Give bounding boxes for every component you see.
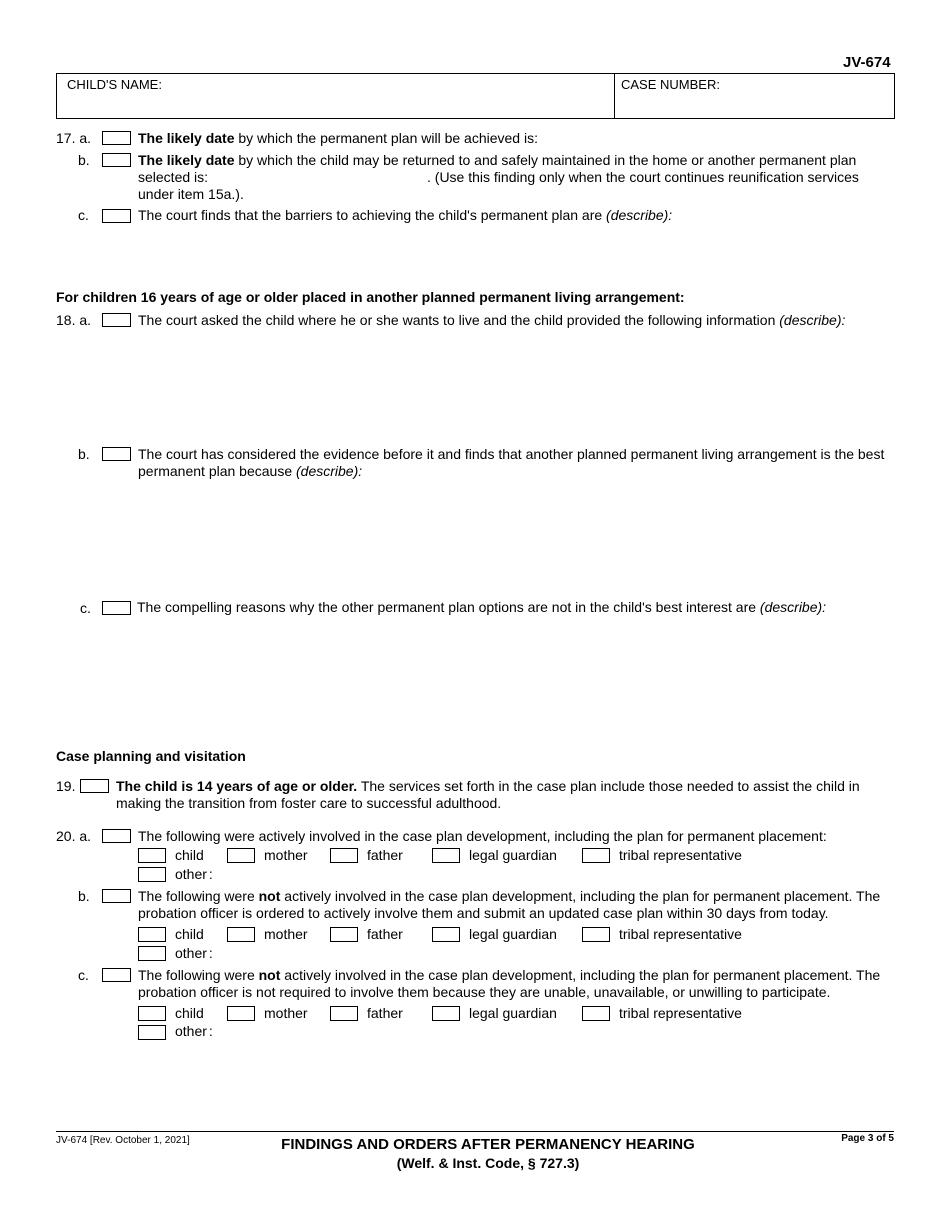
- item-17b-line1-rest: by which the child may be returned to and safely maintained in the home or another permanent plan: [234, 152, 857, 168]
- item-20b-not: not: [258, 888, 281, 904]
- item-20c-tribal-rep-checkbox[interactable]: [582, 1006, 610, 1021]
- item-20b-checkbox[interactable]: [102, 889, 131, 903]
- item-20b-mother-checkbox[interactable]: [227, 927, 255, 942]
- item-19-line1-rest: The services set forth in the case plan include those needed to assist the child in: [357, 778, 860, 794]
- item-20a-legal-guardian-label: legal guardian: [469, 847, 557, 863]
- item-17a-text: [138, 130, 538, 147]
- item-20a-other-text: other: [175, 866, 207, 882]
- item-18a-rest: The court asked the child where he or she wants to live and the child provided the following information: [138, 312, 780, 328]
- item-20b-other-text: other: [175, 945, 207, 961]
- item-19-bold: The child is 14 years of age or older.: [116, 778, 358, 794]
- item-20a-tribal-rep-checkbox[interactable]: [582, 848, 610, 863]
- item-20b-father-checkbox[interactable]: [330, 927, 358, 942]
- item-20c-mother-checkbox[interactable]: [227, 1006, 255, 1021]
- item-20b-legal-guardian-label: legal guardian: [469, 926, 557, 942]
- item-18b-line1: The court has considered the evidence before it and finds that another planned permanent living arrangement is the best: [138, 446, 885, 462]
- item-17b-checkbox[interactable]: [102, 153, 131, 167]
- item-20-number: 20. a.: [56, 828, 92, 844]
- item-17c-text: [138, 207, 672, 224]
- item-18b-describe: (describe):: [296, 463, 363, 479]
- item-20b-legal-guardian-checkbox[interactable]: [432, 927, 460, 942]
- item-20c-child-label: child: [175, 1005, 204, 1021]
- item-20c-line2: probation officer is not required to involve them because they are unable, unavailable, or unwilling to participate.: [138, 984, 831, 1000]
- item-20c-not: not: [258, 967, 281, 983]
- item-20c-other-colon: :: [208, 1023, 213, 1039]
- item-20c-father-label: father: [367, 1005, 403, 1021]
- item-20b-other-colon: :: [208, 945, 213, 961]
- item-20c-other-text: other: [175, 1023, 207, 1039]
- item-20c-line1: [138, 967, 880, 984]
- item-17a-checkbox[interactable]: [102, 131, 131, 145]
- item-18a-text: [138, 312, 845, 329]
- item-20b-line1-a: The following were: [138, 888, 259, 904]
- item-18-number: 18. a.: [56, 312, 92, 328]
- item-20a-mother-label: mother: [264, 847, 308, 863]
- item-20a-child-label: child: [175, 847, 204, 863]
- case-number-label: CASE NUMBER:: [621, 77, 720, 92]
- item-18a-checkbox[interactable]: [102, 313, 131, 327]
- item-20c-line1-a: The following were: [138, 967, 259, 983]
- item-18a-describe: (describe):: [779, 312, 846, 328]
- item-17b-selected-label: selected is:: [138, 169, 209, 185]
- item-19-line1: [116, 778, 860, 795]
- item-20c-line1-b: actively involved in the case plan development, including the plan for permanent placement. The: [280, 967, 881, 983]
- section-16-heading: For children 16 years of age or older placed in another planned permanent living arrangement:: [56, 289, 685, 305]
- item-17c-rest: The court finds that the barriers to achieving the child's permanent plan are: [138, 207, 607, 223]
- item-19-number: 19.: [56, 778, 76, 794]
- item-20b-child-checkbox[interactable]: [138, 927, 166, 942]
- item-17b-line1: [138, 152, 856, 169]
- item-20a-legal-guardian-checkbox[interactable]: [432, 848, 460, 863]
- item-20c-mother-label: mother: [264, 1005, 308, 1021]
- item-20b-mother-label: mother: [264, 926, 308, 942]
- item-20c-letter: c.: [78, 967, 89, 983]
- item-20a-tribal-rep-label: tribal representative: [619, 847, 742, 863]
- item-20b-other-checkbox[interactable]: [138, 946, 166, 961]
- item-17b-line3: under item 15a.).: [138, 186, 244, 202]
- item-18c-text: [137, 599, 826, 616]
- item-20c-father-checkbox[interactable]: [330, 1006, 358, 1021]
- item-17c-describe: (describe):: [606, 207, 673, 223]
- item-18c-checkbox[interactable]: [102, 601, 131, 615]
- item-20b-tribal-rep-label: tribal representative: [619, 926, 742, 942]
- item-17a-rest: by which the permanent plan will be achieved is:: [234, 130, 538, 146]
- item-17b-bold: The likely date: [138, 152, 235, 168]
- item-20b-other-label: [175, 945, 213, 962]
- item-20a-father-label: father: [367, 847, 403, 863]
- item-19-line2: making the transition from foster care to successful adulthood.: [116, 795, 502, 811]
- item-18c-describe: (describe):: [759, 599, 827, 615]
- item-20a-mother-checkbox[interactable]: [227, 848, 255, 863]
- item-17b-line2-rest: . (Use this finding only when the court continues reunification services: [427, 169, 859, 185]
- footer-revision: JV-674 [Rev. October 1, 2021]: [56, 1135, 190, 1146]
- item-20b-tribal-rep-checkbox[interactable]: [582, 927, 610, 942]
- item-18c-letter: c.: [80, 600, 91, 616]
- item-20b-line1: [138, 888, 880, 905]
- item-20c-other-checkbox[interactable]: [138, 1025, 166, 1040]
- item-17a-bold: The likely date: [138, 130, 235, 146]
- item-20b-line1-b: actively involved in the case plan development, including the plan for permanent placement. The: [280, 888, 881, 904]
- form-id: JV-674: [843, 54, 891, 71]
- item-17-number: 17. a.: [56, 130, 92, 146]
- item-20c-legal-guardian-label: legal guardian: [469, 1005, 557, 1021]
- item-20c-legal-guardian-checkbox[interactable]: [432, 1006, 460, 1021]
- item-20a-other-colon: :: [208, 866, 213, 882]
- case-planning-heading: Case planning and visitation: [56, 748, 246, 764]
- item-17c-checkbox[interactable]: [102, 209, 131, 223]
- item-18b-checkbox[interactable]: [102, 447, 131, 461]
- item-20a-father-checkbox[interactable]: [330, 848, 358, 863]
- item-20b-father-label: father: [367, 926, 403, 942]
- item-20b-child-label: child: [175, 926, 204, 942]
- item-19-checkbox[interactable]: [80, 779, 109, 793]
- item-18b-letter: b.: [78, 446, 90, 462]
- item-20b-line2: probation officer is ordered to actively involve them and submit an updated case plan within 30 days from today.: [138, 905, 829, 921]
- item-20a-child-checkbox[interactable]: [138, 848, 166, 863]
- item-18b-line2-text: permanent plan because: [138, 463, 296, 479]
- item-20c-other-label: [175, 1023, 213, 1040]
- item-17c-letter: c.: [78, 207, 89, 223]
- item-17b-letter: b.: [78, 152, 90, 168]
- footer-title: FINDINGS AND ORDERS AFTER PERMANENCY HEARING: [281, 1136, 695, 1153]
- item-20c-checkbox[interactable]: [102, 968, 131, 982]
- item-20c-child-checkbox[interactable]: [138, 1006, 166, 1021]
- item-20b-letter: b.: [78, 888, 90, 904]
- footer-code: (Welf. & Inst. Code, § 727.3): [396, 1155, 580, 1171]
- child-name-label: CHILD'S NAME:: [67, 77, 162, 92]
- item-18b-line2: [138, 463, 362, 480]
- item-20a-other-label: [175, 866, 213, 883]
- item-20a-text: The following were actively involved in the case plan development, including the plan for permanent placement:: [138, 828, 827, 844]
- footer-page-number: Page 3 of 5: [841, 1133, 894, 1144]
- item-20a-checkbox[interactable]: [102, 829, 131, 843]
- item-18c-rest: The compelling reasons why the other permanent plan options are not in the child's best interest are: [137, 599, 760, 615]
- item-20a-other-checkbox[interactable]: [138, 867, 166, 882]
- item-20c-tribal-rep-label: tribal representative: [619, 1005, 742, 1021]
- footer-rule: [56, 1131, 894, 1132]
